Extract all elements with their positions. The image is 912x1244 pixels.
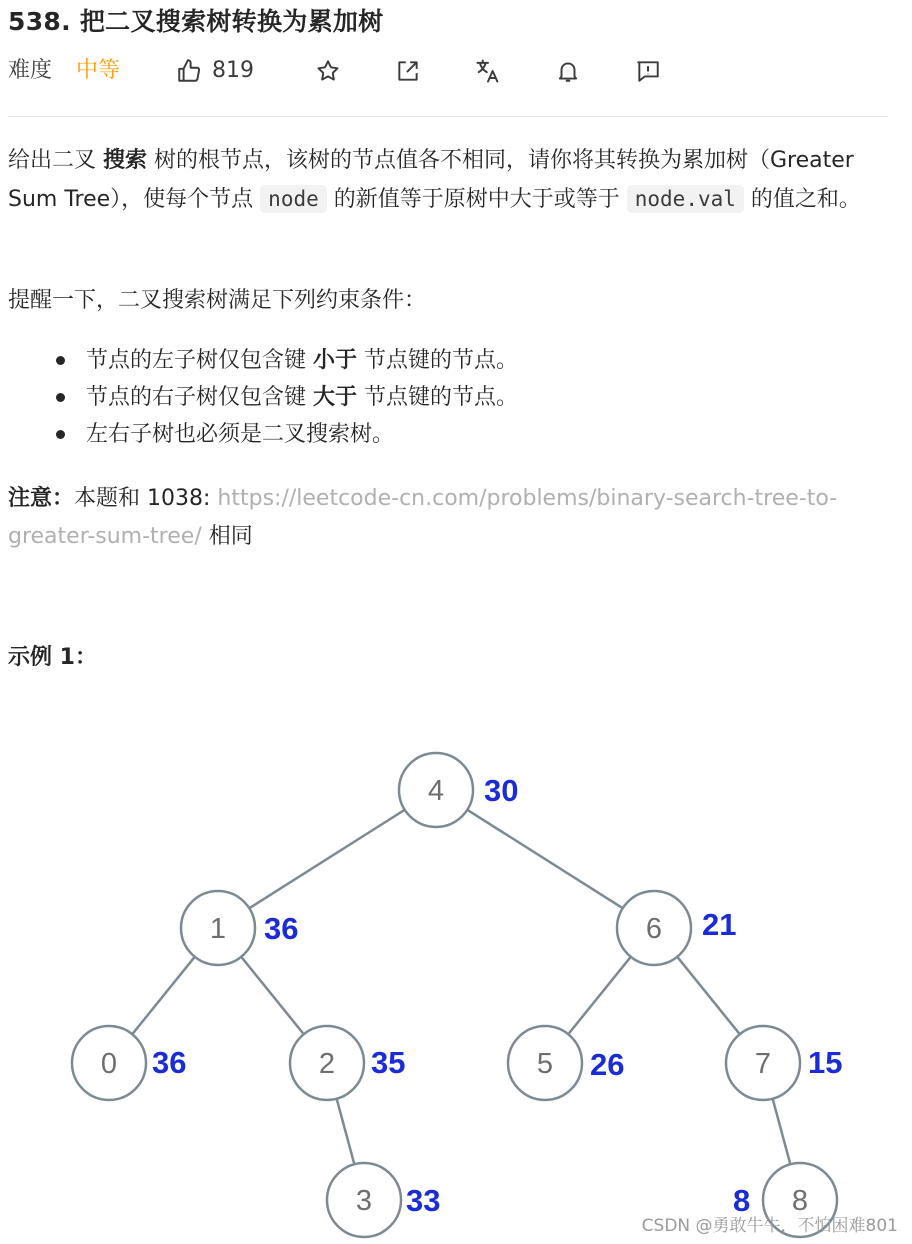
star-icon xyxy=(315,58,341,84)
tree-node xyxy=(726,1026,800,1100)
bell-icon xyxy=(555,58,581,84)
tree-node-sum: 15 xyxy=(808,1045,843,1080)
tree-node-sum: 36 xyxy=(264,911,299,946)
tree-node-sum: 30 xyxy=(484,773,519,808)
tree-node-sum: 36 xyxy=(152,1045,187,1080)
tree-edge xyxy=(132,957,195,1034)
note-paragraph: 注意：本题和 1038: https://leetcode-cn.com/problems/binary-search-tree-to-greater-sum-tree/ 相同 xyxy=(8,486,838,549)
like-button[interactable] xyxy=(176,54,254,88)
inline-code: node xyxy=(260,185,327,213)
watermark: CSDN @勇敢牛牛，不怕困难801 xyxy=(641,1216,898,1236)
share-button[interactable] xyxy=(393,54,423,88)
problem-meta-bar xyxy=(8,54,888,88)
tree-node-value: 0 xyxy=(100,1048,118,1080)
like-count: 819 xyxy=(212,58,254,83)
tree-node-sum: 33 xyxy=(406,1183,441,1218)
favorite-button[interactable] xyxy=(313,54,343,88)
tree-node xyxy=(290,1026,364,1100)
tree-node-value: 6 xyxy=(645,913,663,945)
tree-node xyxy=(181,891,255,965)
tree-node xyxy=(617,891,691,965)
tree-node xyxy=(508,1026,582,1100)
feedback-icon xyxy=(635,58,661,84)
feedback-button[interactable] xyxy=(633,54,663,88)
tree-node-value: 5 xyxy=(536,1048,554,1080)
tree-node-value: 1 xyxy=(209,913,227,945)
reminder-paragraph: 提醒一下，二叉搜索树满足下列约束条件： xyxy=(8,288,427,313)
share-icon xyxy=(395,58,421,84)
example-tree-diagram xyxy=(0,700,912,1244)
list-item: 左右子树也必须是二叉搜索树。 xyxy=(56,416,518,453)
thumbs-up-icon xyxy=(176,58,202,84)
tree-edge xyxy=(773,1099,791,1165)
tree-edge xyxy=(241,957,304,1034)
tree-node-value: 3 xyxy=(355,1185,373,1217)
constraint-list xyxy=(56,342,518,453)
difficulty-badge: 中等 xyxy=(76,58,121,83)
tree-edge xyxy=(677,957,740,1034)
divider xyxy=(8,116,888,117)
tree-edge xyxy=(467,810,622,908)
tree-node-sum: 26 xyxy=(590,1047,625,1082)
tree-node-value: 4 xyxy=(427,775,445,807)
translate-button[interactable] xyxy=(473,54,503,88)
tree-edge xyxy=(568,957,631,1034)
example-heading: 示例 1： xyxy=(8,645,97,670)
related-problem-link[interactable]: https://leetcode-cn.com/problems/binary-search-tree-to-greater-sum-tree/ xyxy=(8,486,838,549)
tree-node xyxy=(72,1026,146,1100)
translate-icon xyxy=(474,57,502,85)
tree-edge xyxy=(249,810,404,908)
tree-node-value: 2 xyxy=(318,1048,336,1080)
note-label: 注意： xyxy=(8,486,75,511)
tree-node-sum: 8 xyxy=(733,1183,751,1218)
subscribe-button[interactable] xyxy=(553,54,583,88)
tree-node-value: 8 xyxy=(791,1185,809,1217)
list-item: 节点的左子树仅包含键 小于 节点键的节点。 xyxy=(56,342,518,379)
bold-keyword: 搜索 xyxy=(103,148,148,173)
difficulty-label: 难度 xyxy=(8,58,53,83)
tree-edge xyxy=(337,1099,355,1165)
list-item: 节点的右子树仅包含键 大于 节点键的节点。 xyxy=(56,379,518,416)
problem-description xyxy=(8,142,888,549)
problem-title: 538. 把二叉搜索树转换为累加树 xyxy=(8,7,384,36)
tree-node-sum: 21 xyxy=(702,907,737,942)
tree-node xyxy=(399,753,473,827)
inline-code: node.val xyxy=(627,185,744,213)
tree-node xyxy=(327,1163,401,1237)
tree-node-sum: 35 xyxy=(371,1045,406,1080)
description-paragraph: 给出二叉 搜索 树的根节点，该树的节点值各不相同，请你将其转换为累加树（Greater Sum Tree），使每个节点 node 的新值等于原树中大于或等于 node.val 的值之和。 xyxy=(8,148,861,212)
tree-node-value: 7 xyxy=(754,1048,772,1080)
